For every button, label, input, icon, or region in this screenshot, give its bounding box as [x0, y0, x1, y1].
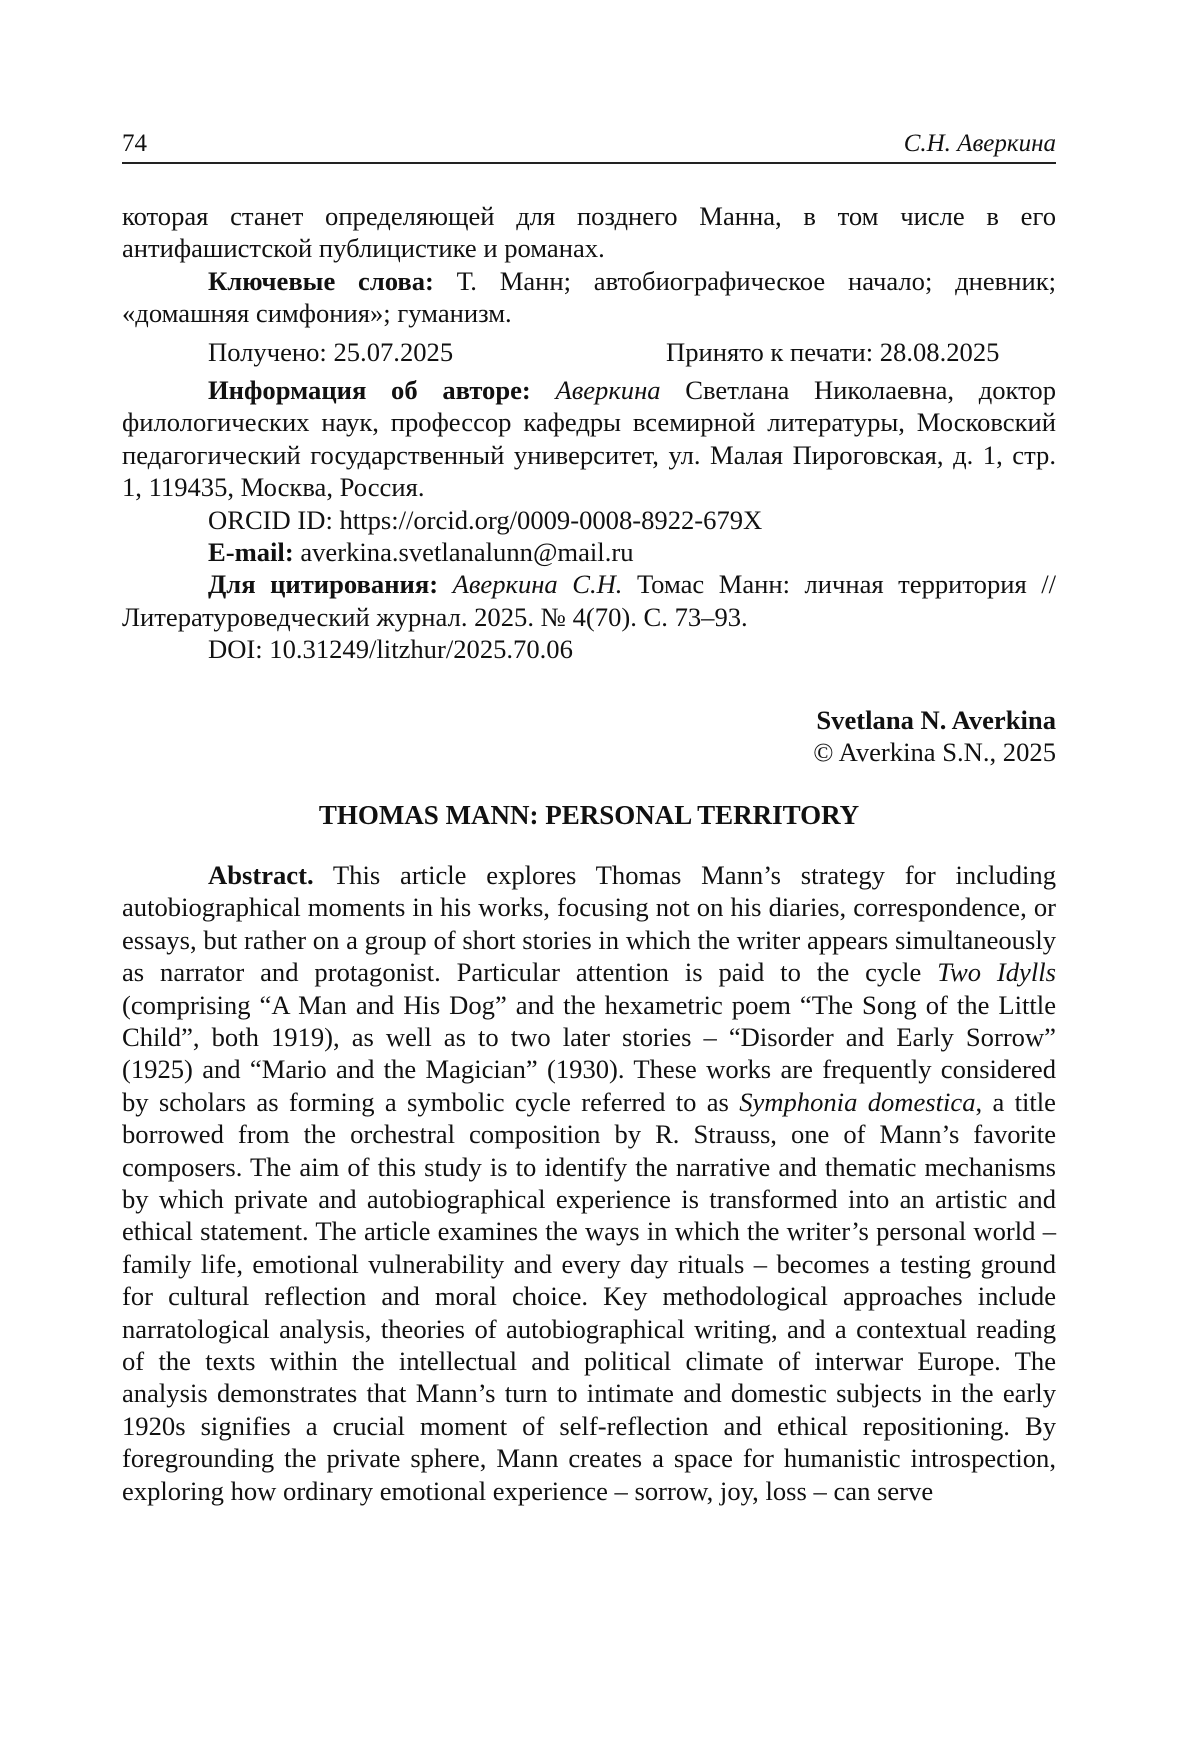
- doi-line: DOI: 10.31249/litzhur/2025.70.06: [208, 634, 573, 665]
- author-info: [122, 374, 1056, 504]
- abstract-title-two-idylls: Two Idylls: [937, 957, 1056, 988]
- abstract-text-1: This article explores Thomas Mann’s strategy for including autobiographical moments in his works, focusing not on his diaries, correspondence, or essays, but rather on a group of short stories in which the writer appears simultaneously as narrator and protagonist. Particular attention is paid to the cycle: [122, 859, 1056, 988]
- abstract-label: Abstract.: [208, 859, 314, 890]
- en-title: THOMAS MANN: PERSONAL TERRITORY: [318, 799, 860, 830]
- page-number: 74: [122, 129, 147, 157]
- ru-abstract-end: которая станет определяющей для позднего Манна, в том числе в его антифашистской публицистике и романах.: [122, 201, 1056, 264]
- en-abstract: [122, 859, 1056, 1507]
- en-author-block: [122, 704, 1056, 769]
- received-date: Получено: 25.07.2025: [208, 336, 454, 367]
- en-copyright: © Averkina S.N., 2025: [813, 737, 1056, 768]
- abstract-title-symphonia: Symphonia domestica: [739, 1086, 976, 1117]
- author-info-label: Информация об авторе:: [208, 375, 531, 406]
- page: [122, 124, 1056, 1507]
- email-line: [122, 536, 1056, 568]
- dates-row: [122, 336, 1056, 368]
- citation-text: Томас Манн: личная территория // Литературоведческий журнал. 2025. № 4(70). С. 73–93.: [122, 569, 1056, 632]
- citation-label: Для цитирования:: [208, 569, 439, 600]
- citation: [122, 568, 1056, 633]
- keywords-label: Ключевые слова:: [208, 265, 434, 296]
- orcid-line: ORCID ID: https://orcid.org/0009-0008-8922-679X: [208, 504, 763, 535]
- citation-author: Аверкина С.Н.: [452, 569, 623, 600]
- email-label: E-mail:: [208, 537, 294, 568]
- abstract-text-2: (comprising “A Man and His Dog” and the hexametric poem “The Song of the Little Child”, both 1919), as well as to two later stories – “Disorder and Early Sorrow” (1925) and “Mario and the Magician” (1930). These works are frequently considered by scholars as forming a symbolic cycle referred to as: [122, 989, 1056, 1117]
- en-author-name: Svetlana N. Averkina: [816, 704, 1056, 735]
- author-info-name: Аверкина: [555, 375, 661, 406]
- keywords-text: Т. Манн; автобиографическое начало; дневник; «домашняя симфония»; гуманизм.: [122, 265, 1057, 329]
- author-info-text: Светлана Николаевна, доктор филологических наук, профессор кафедры всемирной литературы, Московский педагогический государственный университет, ул. Малая Пироговская, д. 1, стр. 1, 119435, Москва, Россия.: [122, 375, 1056, 503]
- email-value: averkina.svetlanalunn@mail.ru: [293, 537, 634, 568]
- running-author: С.Н. Аверкина: [903, 129, 1056, 157]
- abstract-text-3: , a title borrowed from the orchestral composition by R. Strauss, one of Mann’s favorite composers. The aim of this study is to identify the narrative and thematic mechanisms by which private and autobiographical experience is transformed into an artistic and ethical statement. The article examines the ways in which the writer’s personal world – family life, emotional vulnerability and every day rituals – becomes a testing ground for cultural reflection and moral choice. Key methodological approaches include narratological analysis, theories of autobiographical writing, and a contextual reading of the texts within the intellectual and political climate of interwar Europe. The analysis demonstrates that Mann’s turn to intimate and domestic subjects in the early 1920s signifies a crucial moment of self-reflection and ethical repositioning. By foregrounding the private sphere, Mann creates a space for humanistic introspection, exploring how ordinary emotional experience – sorrow, joy, loss – can serve: [122, 1086, 1056, 1506]
- accepted-date: Принято к печати: 28.08.2025: [666, 336, 1000, 367]
- ru-keywords: [122, 265, 1056, 330]
- running-head: [122, 124, 1056, 164]
